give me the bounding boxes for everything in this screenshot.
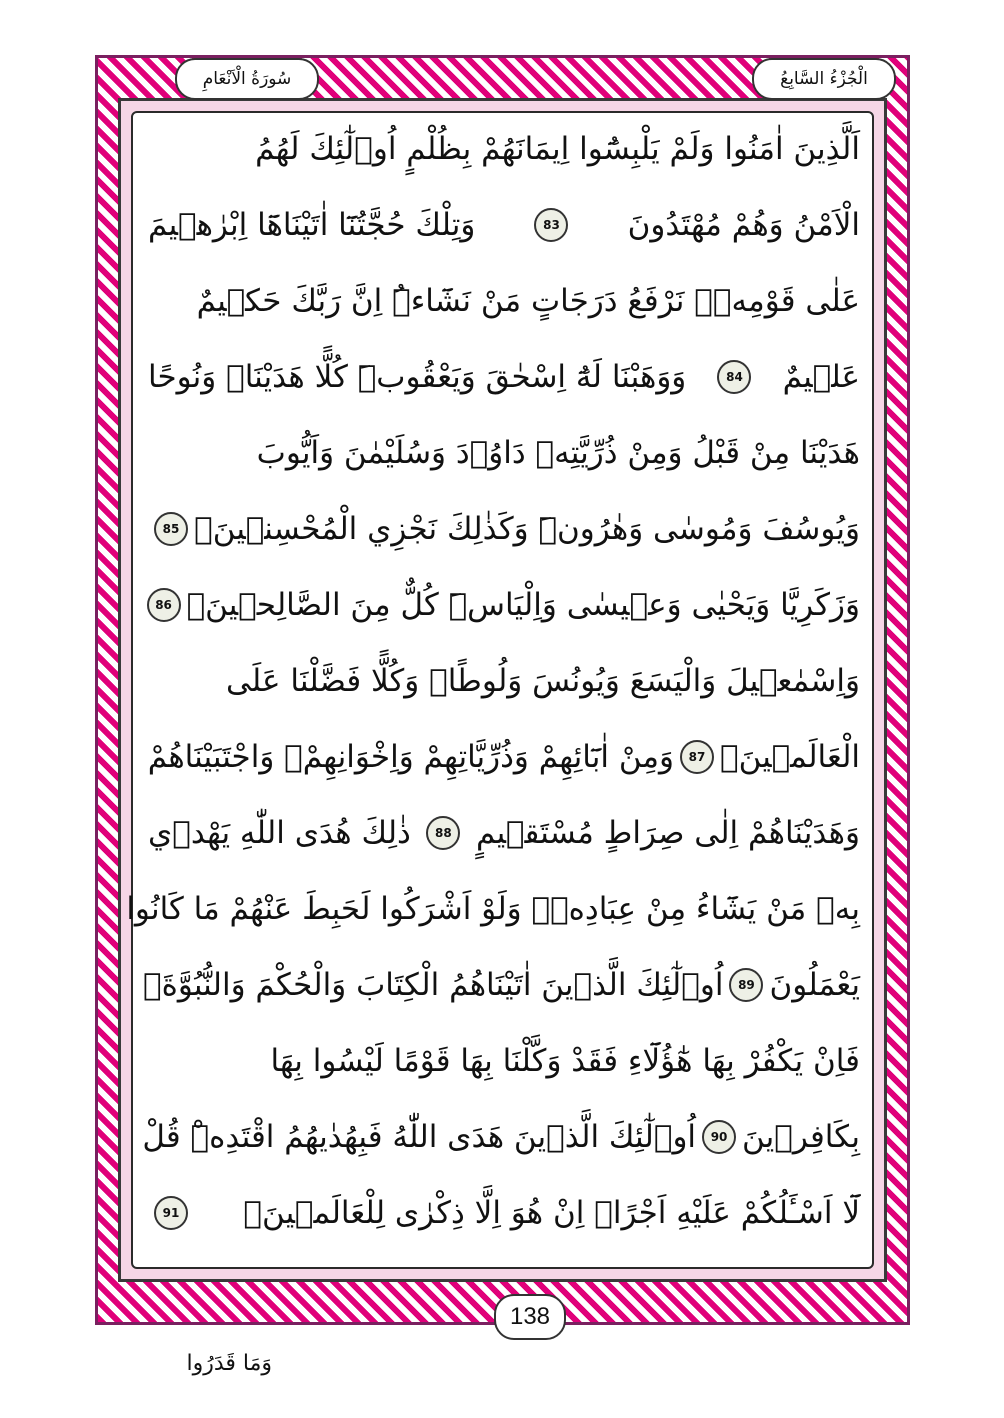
verse-line <box>148 270 860 332</box>
ayah-marker: 84 <box>717 360 751 394</box>
verse-text: هَدَيْنَا مِنْ قَبْلُ وَمِنْ ذُرِّيَّتِهٖ دَاوُ۫دَ وَسُلَيْمٰنَ وَاَيُّوبَ <box>256 434 860 471</box>
verse-line <box>148 1030 860 1092</box>
verse-line <box>148 650 860 712</box>
ayah-marker: 88 <box>426 816 460 850</box>
ayah-marker: 90 <box>702 1120 736 1154</box>
verse-line <box>148 1182 860 1244</box>
ayah-marker: 87 <box>680 740 714 774</box>
verse-text: عَلٰى قَوْمِهٖۜ نَرْفَعُ دَرَجَاتٍ مَنْ نَشَٓاءُۜ اِنَّ رَبَّكَ حَكٖيمٌ <box>196 282 860 319</box>
verse-text: الْاَمْنُ وَهُمْ مُهْتَدُونَ <box>627 206 860 243</box>
verse-text: وَوَهَبْنَا لَهُٓ اِسْحٰقَ وَيَعْقُوبَۜ كُلًّا هَدَيْنَاۚ وَنُوحًا <box>148 358 687 395</box>
verse-line <box>126 878 860 940</box>
verse-text: اَلَّذِينَ اٰمَنُوا وَلَمْ يَلْبِسُٓوا اِيمَانَهُمْ بِظُلْمٍ اُو۬لٰٓئِكَ لَهُمُ <box>255 130 860 167</box>
catchword: وَمَا قَدَرُوا <box>186 1350 272 1376</box>
verse-line <box>142 1106 860 1168</box>
verse-line <box>148 726 860 788</box>
verse-text: وَزَكَرِيَّا وَيَحْيٰى وَعٖيسٰى وَاِلْيَاسَۜ كُلٌّ مِنَ الصَّالِحٖينَۙ <box>186 586 860 623</box>
verse-line <box>148 118 860 180</box>
verse-text: اُو۬لٰٓئِكَ الَّذٖينَ اٰتَيْنَاهُمُ الْكِتَابَ وَالْحُكْمَ وَالنُّبُوَّةَۚ <box>142 966 724 1003</box>
verse-text: يَعْمَلُونَ <box>769 966 860 1003</box>
ayah-marker: 83 <box>534 208 568 242</box>
verse-text: لَٓا اَسْـَٔلُكُمْ عَلَيْهِ اَجْرًاۜ اِنْ هُوَ اِلَّا ذِكْرٰى لِلْعَالَمٖينَ۟ <box>243 1194 860 1231</box>
surah-label: سُورَةُ الْاَنْعَامِ <box>175 58 319 100</box>
verse-text: وَهَدَيْنَاهُمْ اِلٰى صِرَاطٍ مُسْتَقٖيمٍ <box>475 814 860 851</box>
verse-text: عَلٖيمٌ <box>782 358 860 395</box>
verse-text: اُو۬لٰٓئِكَ الَّذٖينَ هَدَى اللّٰهُ فَبِهُدٰيهُمُ اقْتَدِهْۜ قُلْ <box>142 1118 697 1155</box>
ayah-marker: 91 <box>154 1196 188 1230</box>
verse-text: وَتِلْكَ حُجَّتُنَٓا اٰتَيْنَاهَٓا اِبْرٰهٖيمَ <box>148 206 476 243</box>
ayah-marker: 86 <box>147 588 181 622</box>
verse-line <box>148 194 860 256</box>
verse-line <box>148 574 860 636</box>
verse-text: بِكَافِرٖينَ <box>742 1118 860 1155</box>
verse-line <box>148 498 860 560</box>
verse-line <box>148 346 860 408</box>
verse-text: وَمِنْ اٰبَٓائِهِمْ وَذُرِّيَّاتِهِمْ وَاِخْوَانِهِمْۚ وَاجْتَبَيْنَاهُمْ <box>147 738 675 775</box>
verse-text: فَاِنْ يَكْفُرْ بِهَا هٰٓؤُلَٓاءِ فَقَدْ وَكَّلْنَا بِهَا قَوْمًا لَيْسُوا بِهَا <box>270 1042 860 1079</box>
verse-text: بِهٖ مَنْ يَشَٓاءُ مِنْ عِبَادِهٖۜ وَلَوْ اَشْرَكُوا لَحَبِطَ عَنْهُمْ مَا كَانُوا <box>126 890 860 927</box>
verse-text: وَاِسْمٰعٖيلَ وَالْيَسَعَ وَيُونُسَ وَلُوطًاۜ وَكُلًّا فَضَّلْنَا عَلَى <box>225 662 860 699</box>
ayah-marker: 85 <box>154 512 188 546</box>
verse-text: الْعَالَمٖينَۙ <box>720 738 860 775</box>
ayah-marker: 89 <box>729 968 763 1002</box>
verse-line <box>148 802 860 864</box>
verse-lines <box>126 118 860 1258</box>
verse-text: ذٰلِكَ هُدَى اللّٰهِ يَهْدٖي <box>148 814 411 851</box>
page-number: 138 <box>494 1294 566 1340</box>
verse-text: وَيُوسُفَ وَمُوسٰى وَهٰرُونَۜ وَكَذٰلِكَ نَجْزِي الْمُحْسِنٖينَۙ <box>194 510 860 547</box>
verse-line <box>142 954 860 1016</box>
juz-label: الْجُزْءُ السَّابِعُ <box>752 58 896 100</box>
verse-line <box>148 422 860 484</box>
